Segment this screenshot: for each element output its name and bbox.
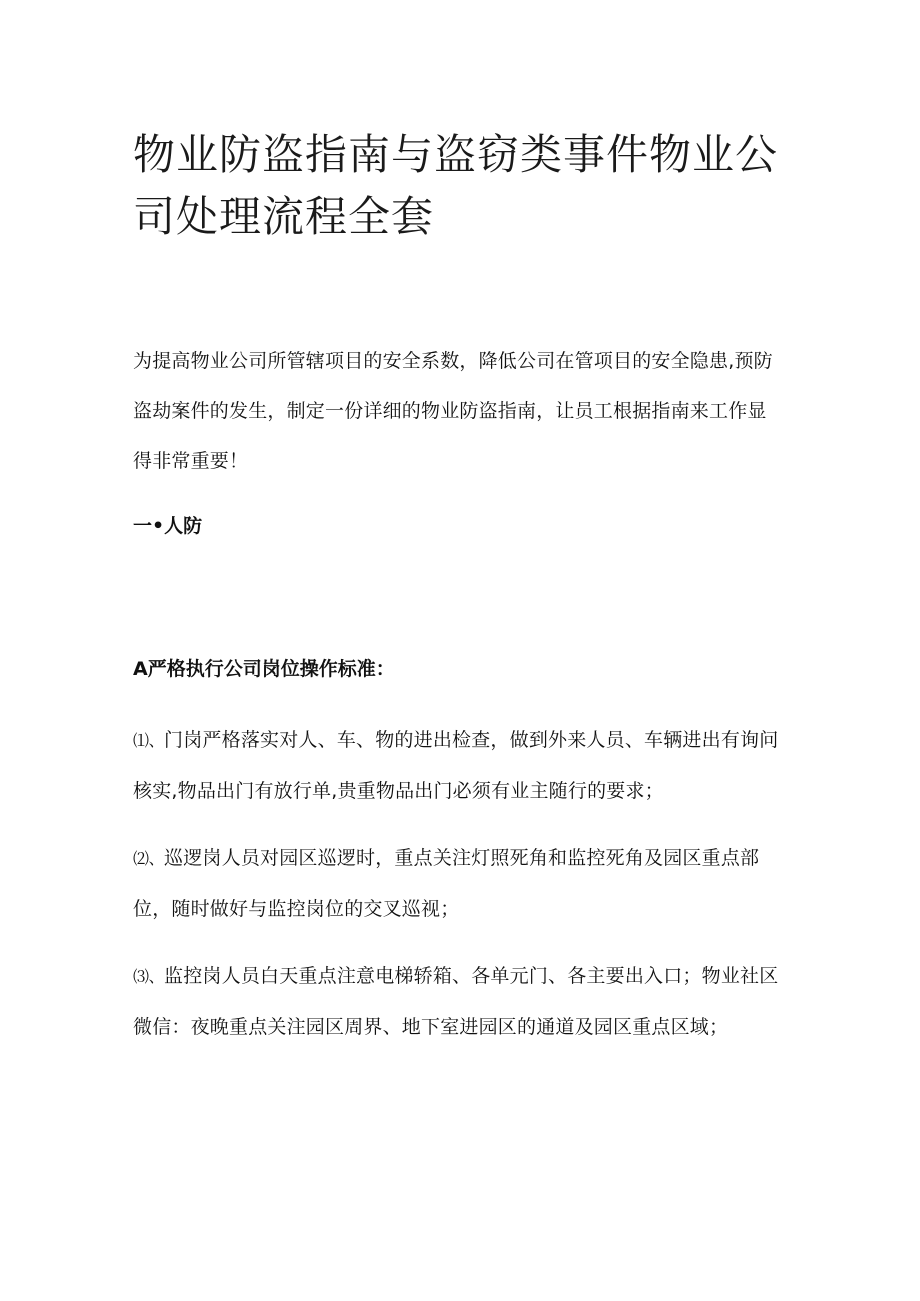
item-text: 巡逻岗人员对园区巡逻时，重点关注灯照死角和监控死角及园区重点部位，随时做好与监控岗位的交叉巡视；: [133, 847, 760, 920]
item-number: ⑴、: [133, 731, 165, 750]
list-item: [133, 951, 783, 1052]
item-number: ⑶、: [133, 967, 165, 986]
item-text: 门岗严格落实对人、车、物的进出检查，做到外来人员、车辆进出有询问核实,物品出门有放行单,贵重物品出门必须有业主随行的要求；: [133, 729, 779, 802]
subsection-heading-a: A严格执行公司岗位操作标准：: [133, 658, 395, 680]
list-item: [133, 715, 783, 816]
document-title: 物业防盗指南与盗窃类事件物业公司处理流程全套: [133, 130, 779, 241]
item-text: 监控岗人员白天重点注意电梯轿箱、各单元门、各主要出入口；物业社区微信：夜晚重点关注园区周界、地下室进园区的通道及园区重点区域；: [133, 965, 779, 1038]
intro-paragraph: 为提高物业公司所管辖项目的安全系数，降低公司在管项目的安全隐患,预防盗劫案件的发生，制定一份详细的物业防盗指南，让员工根据指南来工作显得非常重要！: [133, 350, 773, 472]
item-number: ⑵、: [133, 849, 165, 868]
section-heading-personnel: 一•人防: [133, 515, 203, 537]
list-item: [133, 833, 783, 934]
